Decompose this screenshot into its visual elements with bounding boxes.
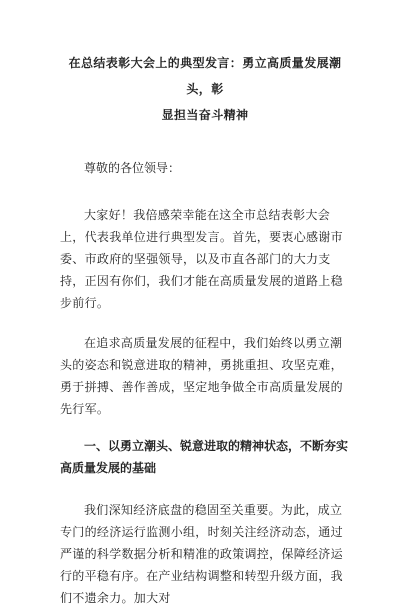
salutation: 尊敬的各位领导：	[84, 161, 181, 175]
paragraph-intro: 在追求高质量发展的征程中，我们始终以勇立潮头的姿态和锐意进取的精神，勇挑重担、攻坚克难，勇于拼搏、善作善成，坚定地争做全市高质量发展的先行军。	[60, 336, 343, 416]
document-title	[60, 0, 350, 128]
title-line-2: 显担当奋斗精神	[161, 108, 249, 122]
section-heading-1: 一、以勇立潮头、锐意进取的精神状态，不断夯实高质量发展的基础	[60, 439, 349, 475]
paragraph-opening: 大家好！我倍感荣幸能在这全市总结表彰大会上，代表我单位进行典型发言。首先，要衷心感谢市委、市政府的坚强领导，以及市直各部门的大力支持，正因有你们，我们才能在高质量发展的道路上稳步前行。	[60, 208, 343, 310]
title-line-1: 在总结表彰大会上的典型发言：勇立高质量发展潮头，彰	[68, 56, 342, 96]
paragraph-section-1: 我们深知经济底盘的稳固至关重要。为此，成立专门的经济运行监测小组，时刻关注经济动态，通过严谨的科学数据分析和精准的政策调控，保障经济运行的平稳有序。在产业结构调整和转型升级方面，我们不遗余力。加大对	[60, 503, 343, 605]
